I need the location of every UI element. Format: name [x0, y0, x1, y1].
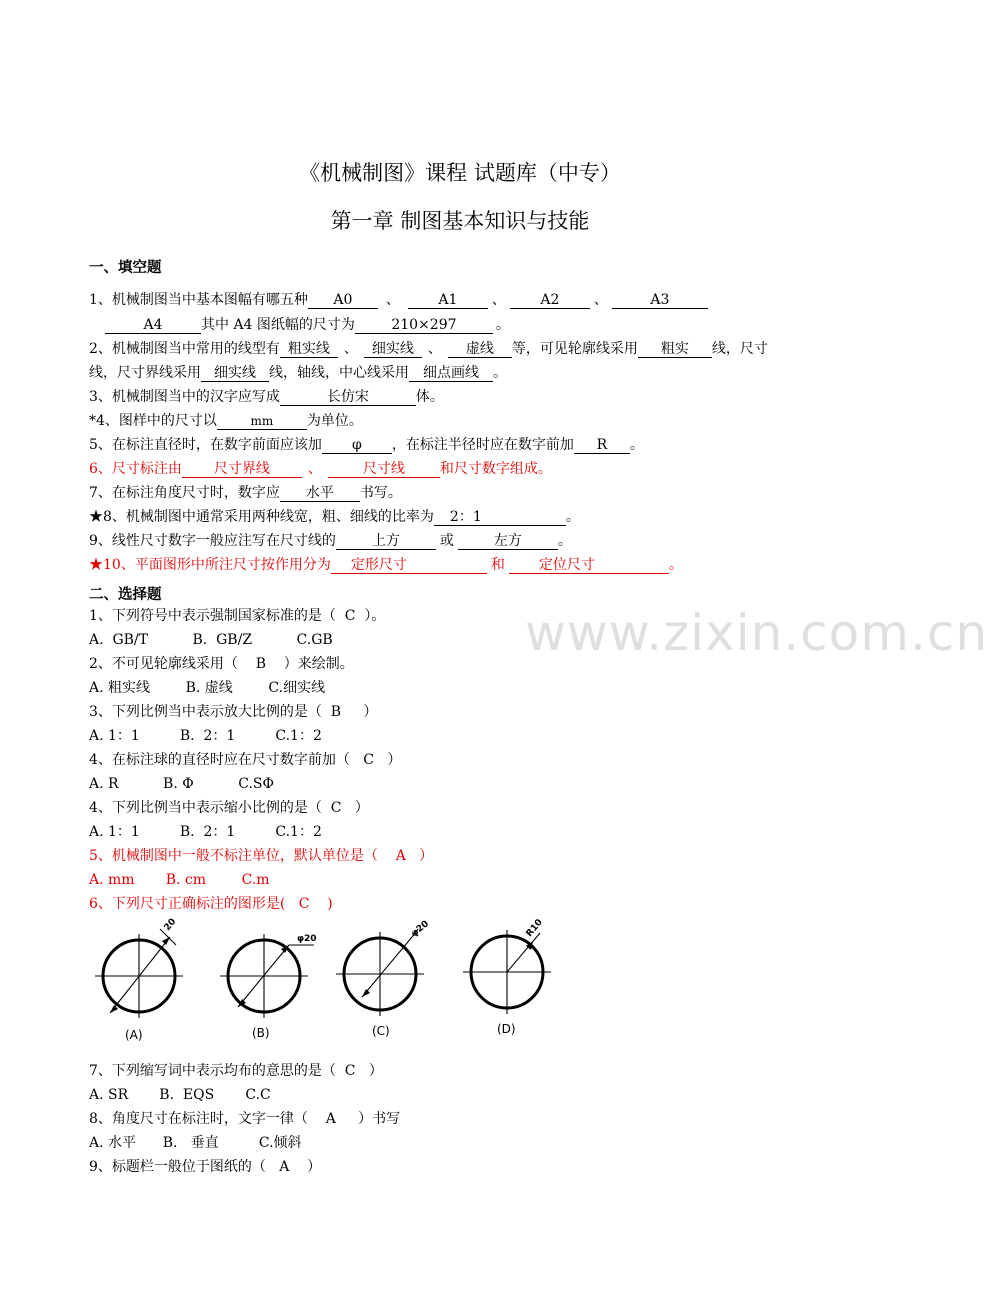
- choice-question: 9、标题栏一般位于图纸的（ A ）: [89, 1159, 322, 1175]
- choice-question: 8、角度尺寸在标注时，文字一律（ A ）书写: [89, 1111, 401, 1127]
- q2-text: 2、机械制图当中常用的线型有: [89, 341, 280, 357]
- dim-text-d: R10: [524, 917, 545, 939]
- q10-answer-2: 定位尺寸: [509, 557, 669, 574]
- choice-question: 6、下列尺寸正确标注的图形是( C ): [89, 896, 333, 912]
- q2-sep-1: 、: [343, 341, 358, 357]
- q4-end: 为单位。: [306, 413, 363, 429]
- q2-answer-6: 细点画线: [409, 365, 493, 382]
- fill-question-8: [89, 508, 580, 526]
- fill-question-2: [89, 340, 768, 358]
- q1-answer-1: A0: [308, 292, 378, 309]
- q5-answer-1: φ: [322, 437, 392, 454]
- q1-text: 1、机械制图当中基本图幅有哪五种: [89, 292, 308, 308]
- figure-label-c: (C): [372, 1024, 390, 1038]
- choice-question: 5、机械制图中一般不标注单位，默认单位是（ A ）: [89, 848, 434, 864]
- choice-options: A. GB/T B. GB/Z C.GB: [89, 632, 333, 648]
- q2-end: 。: [493, 365, 507, 381]
- q7-end: 书写。: [359, 485, 402, 501]
- fill-question-5: [89, 436, 644, 454]
- q3-text: 3、机械制图当中的汉字应写成: [89, 389, 280, 405]
- q6-text: 6、尺寸标注由: [89, 461, 182, 477]
- q7-text: 7、在标注角度尺寸时，数字应: [89, 485, 280, 501]
- choice-question: 4、下列比例当中表示缩小比例的是（ C ）: [89, 800, 369, 816]
- q8-text: ★8、机械制图中通常采用两种线宽，粗、细线的比率为: [89, 509, 434, 525]
- figure-label-d: (D): [497, 1022, 516, 1036]
- section-fill-heading: 一、填空题: [89, 260, 162, 276]
- choice-options: A. 1：1 B. 2：1 C.1：2: [89, 728, 322, 744]
- q2-answer-3: 虚线: [448, 341, 512, 358]
- fill-question-3: [89, 388, 444, 406]
- q1-answer-4: A3: [612, 292, 708, 309]
- q2-answer-5: 细实线: [201, 365, 269, 382]
- dim-text-a: 20: [162, 916, 179, 933]
- q4-text: *4、图样中的尺寸以: [89, 413, 217, 429]
- q9-end: 。: [557, 533, 572, 549]
- q8-end: 。: [565, 509, 580, 525]
- figure-label-a: (A): [125, 1028, 143, 1042]
- q1-answer-6: 210×297: [355, 317, 493, 334]
- q8-answer: 2：1: [434, 509, 566, 526]
- fill-question-6: [89, 460, 552, 478]
- q2-text-d: 线，尺寸界线采用: [89, 365, 201, 381]
- q10-answer-1: 定形尺寸: [331, 557, 487, 574]
- q9-answer-1: 上方: [336, 533, 436, 550]
- q7-answer: 水平: [280, 485, 360, 502]
- q3-answer: 长仿宋: [280, 389, 416, 406]
- q3-end: 体。: [415, 389, 444, 405]
- q2-answer-1: 粗实线: [280, 341, 338, 358]
- q1-sep-3: 、: [593, 292, 608, 308]
- q9-answer-2: 左方: [458, 533, 558, 550]
- q2-text-b: 等，可见轮廓线采用: [511, 341, 638, 357]
- dim-text-c: φ20: [409, 919, 431, 940]
- q1-answer-5: A4: [105, 317, 201, 334]
- q1-end: 。: [495, 317, 510, 333]
- q5-text-b: ，在标注半径时应在数字前加: [391, 437, 574, 453]
- q9-text: 9、线性尺寸数字一般应注写在尺寸线的: [89, 533, 336, 549]
- choice-options: A. mm B. cm C.m: [89, 872, 270, 888]
- fill-question-2-cont: [89, 364, 507, 382]
- document-title: 《机械制图》课程 试题库（中专）: [299, 161, 621, 185]
- choice-question: 4、在标注球的直径时应在尺寸数字前加（ C ）: [89, 752, 402, 768]
- choice-options: A. R B. Φ C.SΦ: [89, 776, 274, 792]
- figure-label-b: (B): [252, 1026, 270, 1040]
- choice-options: A. 水平 B. 垂直 C.倾斜: [89, 1135, 302, 1151]
- q1-sep-2: 、: [491, 292, 506, 308]
- q5-text: 5、在标注直径时，在数字前面应该加: [89, 437, 322, 453]
- q10-end: 。: [668, 557, 683, 573]
- chapter-title: 第一章 制图基本知识与技能: [330, 209, 590, 233]
- fill-question-1: [89, 291, 708, 309]
- q1-text-b: 其中 A4 图纸幅的尺寸为: [201, 317, 355, 333]
- dimension-figures: [92, 916, 572, 1045]
- section-choice-heading: 二、选择题: [89, 587, 162, 603]
- q6-answer-2: 尺寸线: [328, 461, 440, 478]
- q2-sep-2: 、: [427, 341, 442, 357]
- choice-question: 1、下列符号中表示强制国家标准的是（ C ）。: [89, 608, 386, 624]
- q1-answer-2: A1: [408, 292, 488, 309]
- choice-options: A. SR B. EQS C.C: [89, 1087, 271, 1103]
- choice-options: A. 粗实线 B. 虚线 C.细实线: [89, 680, 326, 696]
- q1-answer-3: A2: [510, 292, 590, 309]
- q6-end: 和尺寸数字组成。: [439, 461, 552, 477]
- fill-question-10: [89, 556, 683, 574]
- q6-sep: 、: [307, 461, 322, 477]
- dim-text-b: φ20: [297, 934, 317, 944]
- watermark: www.zixin.com.cn: [525, 604, 988, 662]
- q5-end: 。: [629, 437, 644, 453]
- fill-question-1-cont: [105, 316, 510, 334]
- q2-answer-4: 粗实: [638, 341, 712, 358]
- q6-answer-1: 尺寸界线: [182, 461, 302, 478]
- choice-question: 7、下列缩写词中表示均布的意思的是（ C ）: [89, 1063, 383, 1079]
- q10-text: ★10、平面图形中所注尺寸按作用分为: [89, 557, 331, 573]
- choice-question: 3、下列比例当中表示放大比例的是（ B ）: [89, 704, 378, 720]
- q2-text-c: 线，尺寸: [711, 341, 768, 357]
- fill-question-4: [89, 412, 363, 430]
- q2-text-e: 线，轴线，中心线采用: [269, 365, 409, 381]
- q4-answer: mm: [217, 413, 307, 430]
- q10-text-b: 和: [490, 557, 505, 573]
- q2-answer-2: 细实线: [364, 341, 422, 358]
- choice-options: A. 1：1 B. 2：1 C.1：2: [89, 824, 322, 840]
- fill-question-7: [89, 484, 402, 502]
- q9-text-b: 或: [439, 533, 454, 549]
- q1-sep-1: 、: [385, 292, 400, 308]
- q5-answer-2: R: [574, 437, 630, 454]
- choice-question: 2、不可见轮廓线采用（ B ）来绘制。: [89, 656, 354, 672]
- fill-question-9: [89, 532, 572, 550]
